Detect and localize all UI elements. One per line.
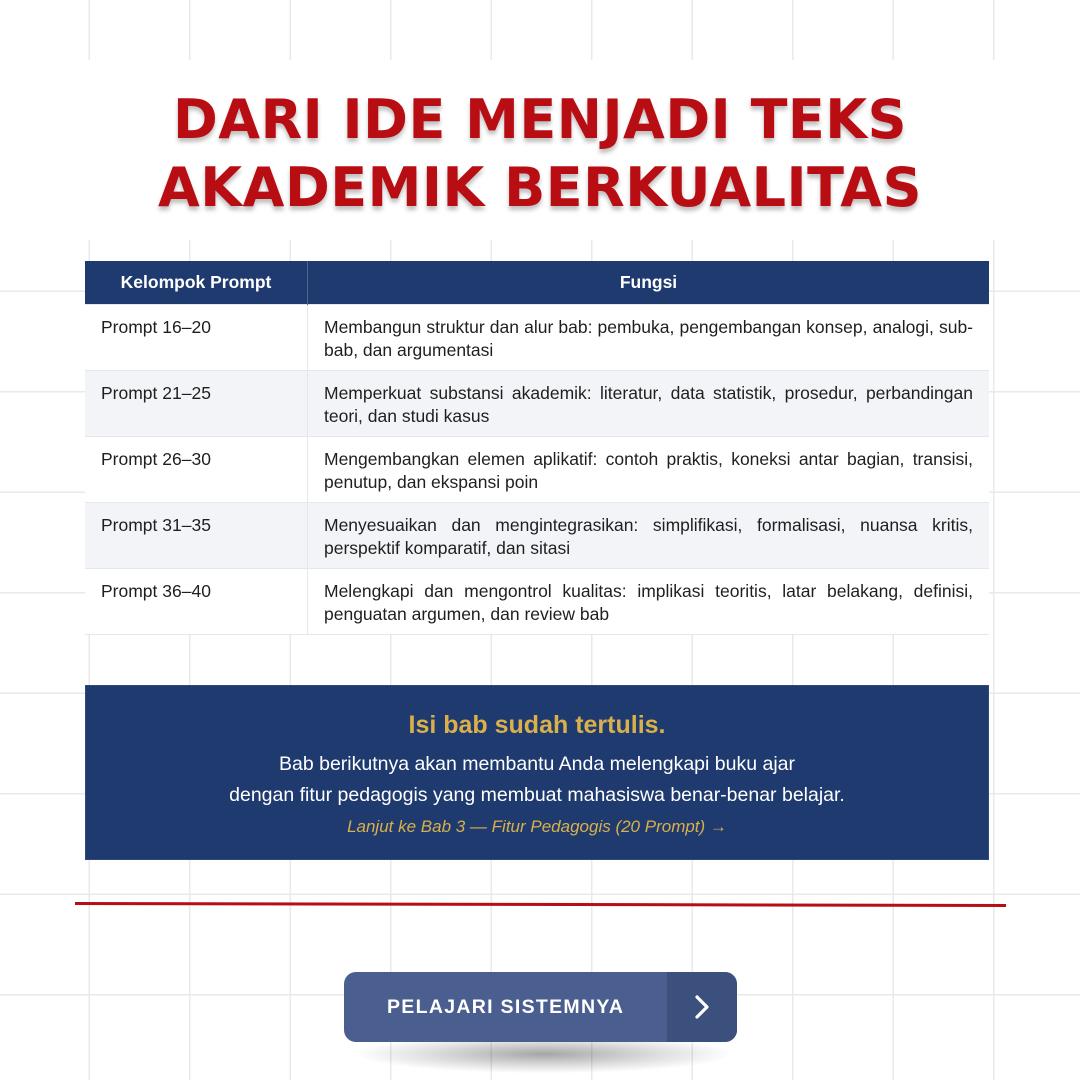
learn-system-button[interactable]: [344, 972, 737, 1042]
function-cell: Melengkapi dan mengontrol kualitas: implikasi teoritis, latar belakang, definisi, penguatan argumen, dan review bab: [308, 569, 990, 635]
header-fungsi: Fungsi: [308, 261, 990, 305]
function-cell: Memperkuat substansi akademik: literatur, data statistik, prosedur, perbandingan teori, dan studi kasus: [308, 371, 990, 437]
table-row: [85, 305, 989, 371]
table-row: [85, 437, 989, 503]
table-row: [85, 371, 989, 437]
table-row: [85, 503, 989, 569]
function-cell: Mengembangkan elemen aplikatif: contoh praktis, koneksi antar bagian, transisi, penutup, dan ekspansi poin: [308, 437, 990, 503]
chevron-right-icon: [667, 972, 737, 1042]
function-cell: Menyesuaikan dan mengintegrasikan: simplifikasi, formalisasi, nuansa kritis, perspektif komparatif, dan sitasi: [308, 503, 990, 569]
prompt-table: [85, 261, 989, 635]
title-line-1: DARI IDE MENJADI TEKS: [172, 88, 908, 151]
title-line-2: AKADEMIK BERKUALITAS: [158, 156, 922, 219]
divider-line: [75, 902, 1006, 907]
prompt-group-cell: Prompt 26–30: [85, 437, 308, 503]
prompt-group-cell: Prompt 31–35: [85, 503, 308, 569]
callout-text-line-1: Bab berikutnya akan membantu Anda melengkapi buku ajar: [279, 753, 795, 775]
table-header-row: [85, 261, 989, 305]
next-chapter-link[interactable]: Lanjut ke Bab 3 — Fitur Pedagogis (20 Prompt) →: [347, 817, 727, 836]
chapter-callout: [85, 685, 989, 860]
learn-system-button-label: PELAJARI SISTEMNYA: [387, 995, 625, 1018]
callout-heading: Isi bab sudah tertulis.: [408, 711, 666, 739]
prompt-group-cell: Prompt 16–20: [85, 305, 308, 371]
header-kelompok-prompt: Kelompok Prompt: [85, 261, 308, 305]
callout-text-line-2: dengan fitur pedagogis yang membuat mahasiswa benar-benar belajar.: [229, 784, 845, 806]
prompt-group-cell: Prompt 36–40: [85, 569, 308, 635]
prompt-group-cell: Prompt 21–25: [85, 371, 308, 437]
table-row: [85, 569, 989, 635]
function-cell: Membangun struktur dan alur bab: pembuka, pengembangan konsep, analogi, sub-bab, dan argumentasi: [308, 305, 990, 371]
page-title: [0, 86, 1080, 222]
